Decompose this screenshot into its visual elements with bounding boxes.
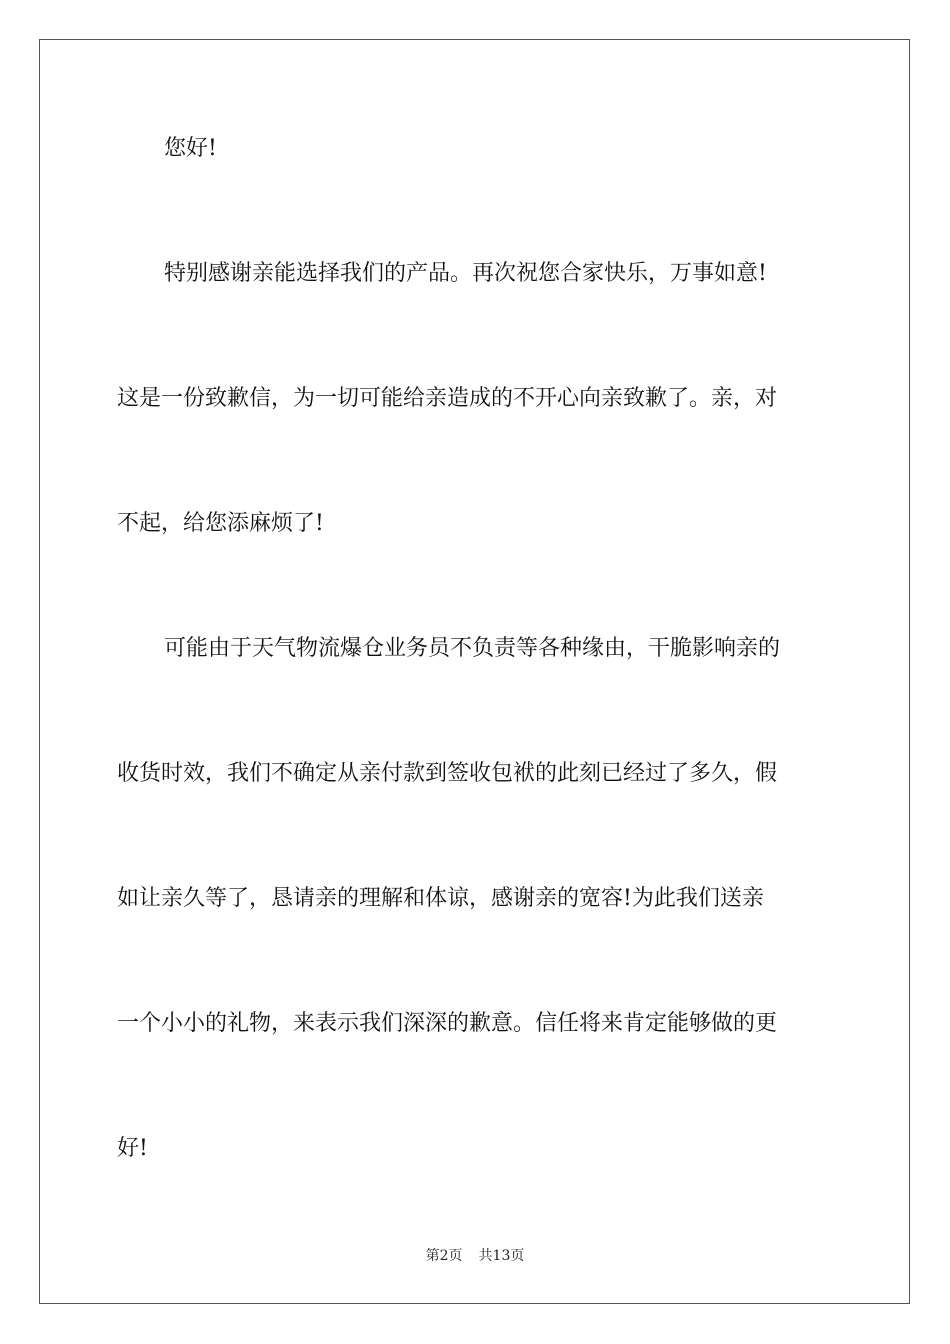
body-line-8: 好! [117,1136,148,1161]
body-line-5: 收货时效，我们不确定从亲付款到签收包袱的此刻已经过了多久，假 [117,761,778,786]
body-line-7: 一个小小的礼物，来表示我们深深的歉意。信任将来肯定能够做的更 [117,1011,778,1036]
body-line-4: 可能由于天气物流爆仓业务员不负责等各种缘由，干脆影响亲的 [164,636,781,661]
page-number: 第2页 [425,1248,463,1264]
page-footer [0,1247,950,1265]
page-border [39,39,910,1304]
body-line-1: 特别感谢亲能选择我们的产品。再次祝您合家快乐，万事如意! [164,261,767,286]
body-line-2: 这是一份致歉信，为一切可能给亲造成的不开心向亲致歉了。亲，对 [117,386,778,411]
body-line-3: 不起，给您添麻烦了! [117,511,324,536]
page-total: 共13页 [478,1248,525,1264]
greeting-line: 您好! [164,136,217,161]
body-line-6: 如让亲久等了，恳请亲的理解和体谅，感谢亲的宽容!为此我们送亲 [117,886,764,911]
